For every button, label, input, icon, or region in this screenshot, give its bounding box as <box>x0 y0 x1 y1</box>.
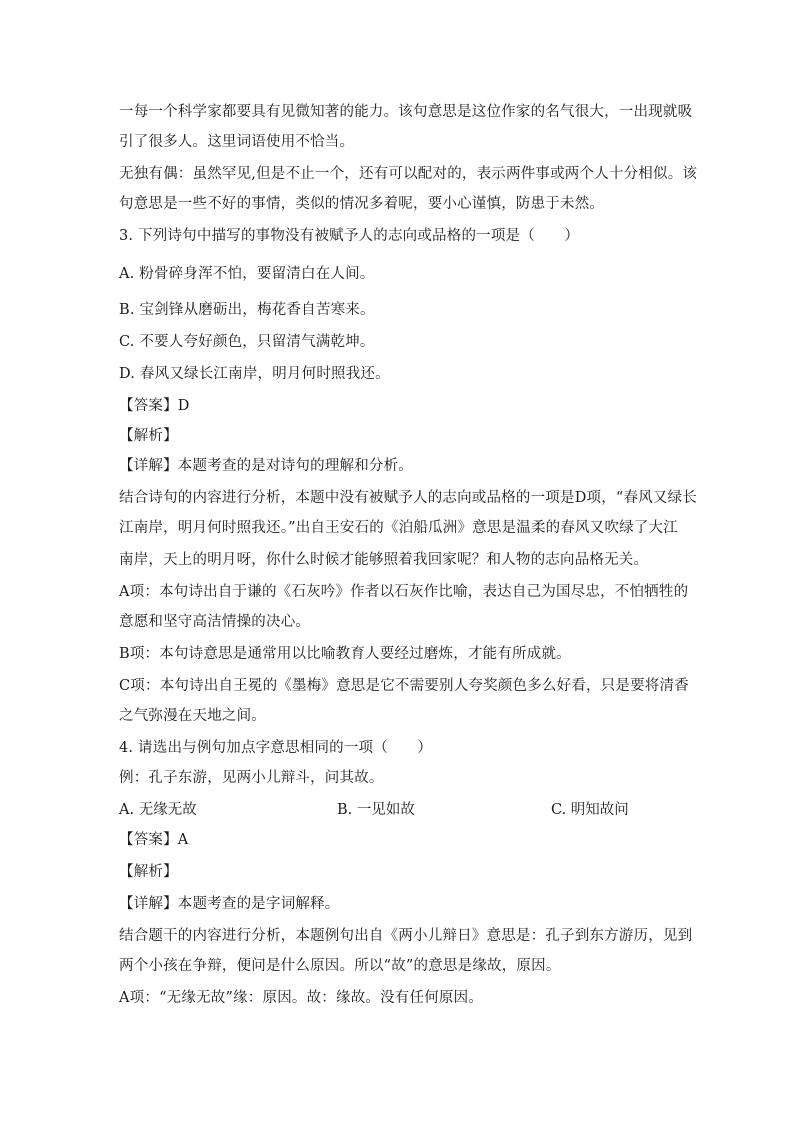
question-4-example: 例：孔子东游，见两小儿辩斗，问其故。 <box>119 770 384 786</box>
question-3-option-a: A. 粉骨碎身浑不怕，要留清白在人间。 <box>119 266 375 282</box>
text-line: 两个小孩在争辩，便问是什么原因。所以“故”的意思是缘故，原因。 <box>119 958 561 974</box>
analysis-label: 【解析】 <box>119 428 178 444</box>
text-line: 江南岸，明月何时照我还。”出自王安石的《泊船瓜洲》意思是温柔的春风又吹绿了大江 <box>119 520 678 536</box>
detail-text: 【详解】本题考查的是对诗句的理解和分析。 <box>119 458 413 474</box>
text-line: 引了很多人。这里词语使用不恰当。 <box>119 134 355 150</box>
question-4-option-b: B. 一见如故 <box>337 802 415 818</box>
text-line: 结合诗句的内容进行分析，本题中没有被赋予人的志向或品格的一项是D项，“春风又绿长 <box>119 490 698 506</box>
text-line: 南岸，天上的明月呀，你什么时候才能够照着我回家呢？和人物的志向品格无关。 <box>119 552 649 568</box>
question-4-option-c: C. 明知故问 <box>551 802 629 818</box>
text-line: C项：本句诗出自王冕的《墨梅》意思是它不需要别人夸奖颜色多么好看，只是要将清香 <box>119 678 689 694</box>
question-4-option-a: A. 无缘无故 <box>119 802 197 818</box>
text-line: A项：本句诗出自于谦的《石灰吟》作者以石灰作比喻，表达自己为国尽忠，不怕牺牲的 <box>119 584 689 600</box>
answer-label: 【答案】D <box>119 398 190 414</box>
text-line: 结合题干的内容进行分析，本题例句出自《两小儿辩日》意思是：孔子到东方游历，见到 <box>119 928 693 944</box>
question-3-option-d: D. 春风又绿长江南岸，明月何时照我还。 <box>119 366 390 382</box>
text-line: A项：“无缘无故”缘：原因。故：缘故。没有任何原因。 <box>119 990 483 1006</box>
text-line: 一每一个科学家都要具有见微知著的能力。该句意思是这位作家的名气很大，一出现就吸 <box>119 104 693 120</box>
question-4-stem: 4. 请选出与例句加点字意思相同的一项（ ） <box>119 740 433 756</box>
analysis-label: 【解析】 <box>119 864 178 880</box>
text-line: 句意思是一些不好的事情，类似的情况多着呢，要小心谨慎，防患于未然。 <box>119 196 605 212</box>
question-3-option-c: C. 不要人夸好颜色，只留清气满乾坤。 <box>119 334 375 350</box>
question-3-option-b: B. 宝剑锋从磨砺出，梅花香自苦寒来。 <box>119 302 375 318</box>
detail-text: 【详解】本题考查的是字词解释。 <box>119 896 340 912</box>
text-line: 之气弥漫在天地之间。 <box>119 708 266 724</box>
answer-label: 【答案】A <box>119 832 189 848</box>
text-line: B项：本句诗意思是通常用以比喻教育人要经过磨炼，才能有所成就。 <box>119 646 571 662</box>
text-line: 无独有偶：虽然罕见,但是不止一个，还有可以配对的，表示两件事或两个人十分相似。该 <box>119 166 698 182</box>
question-3-stem: 3. 下列诗句中描写的事物没有被赋予人的志向或品格的一项是（ ） <box>119 228 580 244</box>
text-line: 意愿和坚守高洁情操的决心。 <box>119 614 311 630</box>
